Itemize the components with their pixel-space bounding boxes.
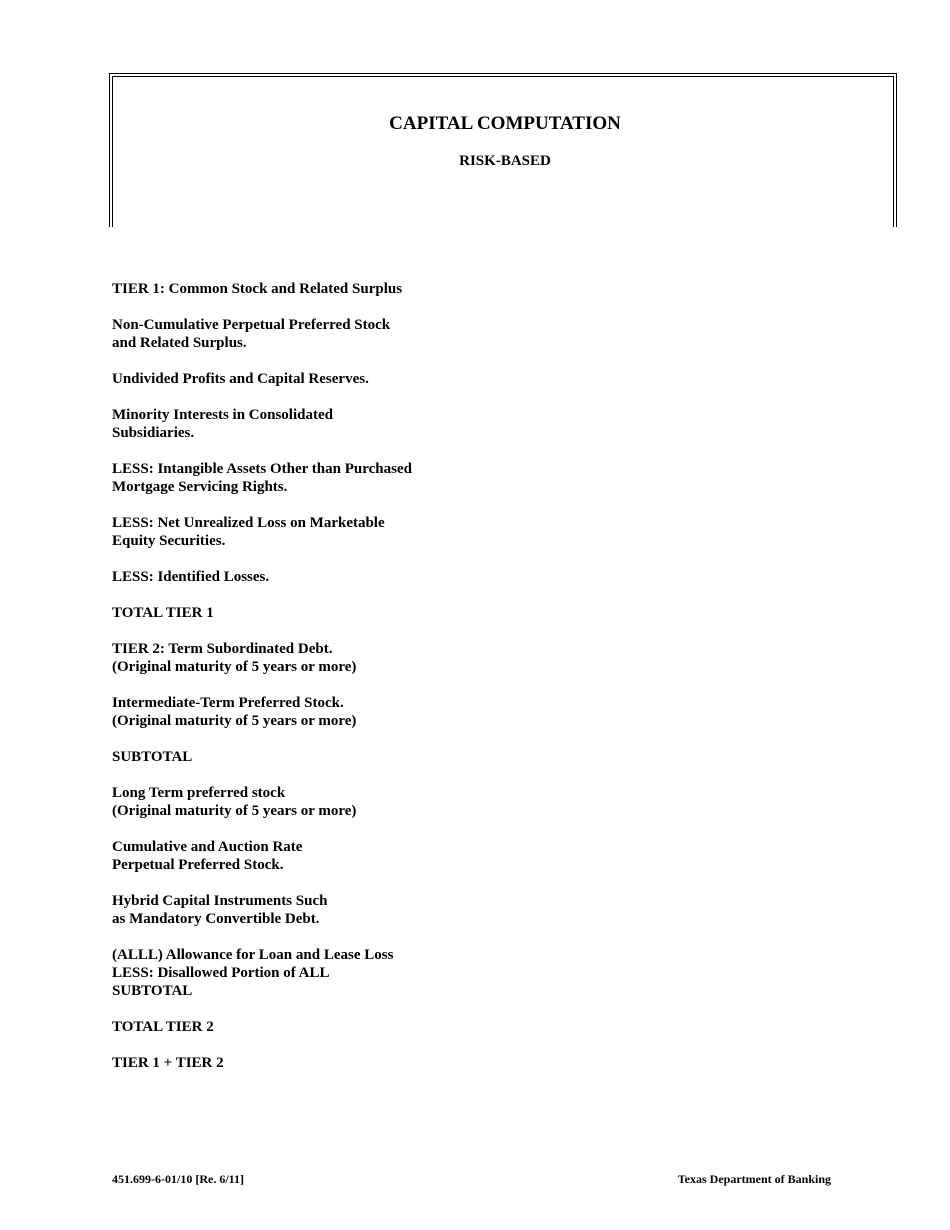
item-cumulative-auction-rate: [112, 838, 512, 874]
item-line: TIER 1: Common Stock and Related Surplus: [112, 281, 403, 297]
page-subtitle: RISK-BASED: [459, 153, 551, 169]
item-line: (Original maturity of 5 years or more): [112, 659, 357, 675]
item-line: Cumulative and Auction Rate: [112, 839, 303, 855]
item-minority-interests: [112, 406, 512, 442]
item-line: SUBTOTAL: [112, 749, 193, 765]
item-line: TOTAL TIER 1: [112, 605, 214, 621]
item-line: (Original maturity of 5 years or more): [112, 713, 357, 729]
item-line: Undivided Profits and Capital Reserves.: [112, 371, 369, 387]
item-less-identified-losses: [112, 568, 512, 586]
item-line: as Mandatory Convertible Debt.: [112, 911, 320, 927]
form-number: 451.699-6-01/10 [Re. 6/11]: [112, 1172, 244, 1186]
item-line: LESS: Identified Losses.: [112, 569, 270, 585]
item-subtotal: [112, 748, 512, 766]
capital-items-list: [112, 280, 512, 1090]
item-line: Hybrid Capital Instruments Such: [112, 893, 328, 909]
item-hybrid-capital: [112, 892, 512, 928]
item-line: (Original maturity of 5 years or more): [112, 803, 357, 819]
item-line: Non-Cumulative Perpetual Preferred Stock: [112, 317, 391, 333]
item-intermediate-preferred: [112, 694, 512, 730]
item-line: and Related Surplus.: [112, 335, 247, 351]
item-line: TOTAL TIER 2: [112, 1019, 214, 1035]
item-line: Subsidiaries.: [112, 425, 195, 441]
item-line: LESS: Disallowed Portion of ALL: [112, 965, 330, 981]
item-line: Long Term preferred stock: [112, 785, 286, 801]
item-total-tier2: [112, 1018, 512, 1036]
item-tier1-common-stock: [112, 280, 512, 298]
item-tier1-plus-tier2: [112, 1054, 512, 1072]
page-title: CAPITAL COMPUTATION: [389, 113, 621, 134]
header-box: [109, 73, 897, 227]
item-tier2-subordinated-debt: [112, 640, 512, 676]
item-line: LESS: Net Unrealized Loss on Marketable: [112, 515, 385, 531]
item-line: Minority Interests in Consolidated: [112, 407, 333, 423]
item-long-term-preferred: [112, 784, 512, 820]
item-line: TIER 2: Term Subordinated Debt.: [112, 641, 333, 657]
item-line: TIER 1 + TIER 2: [112, 1055, 224, 1071]
item-less-intangible-assets: [112, 460, 512, 496]
item-line: Intermediate-Term Preferred Stock.: [112, 695, 344, 711]
item-line: SUBTOTAL: [112, 983, 193, 999]
item-line: LESS: Intangible Assets Other than Purchased: [112, 461, 412, 477]
item-line: Perpetual Preferred Stock.: [112, 857, 284, 873]
item-undivided-profits: [112, 370, 512, 388]
item-alll: [112, 946, 512, 1000]
item-line: Mortgage Servicing Rights.: [112, 479, 288, 495]
item-less-unrealized-loss: [112, 514, 512, 550]
item-noncumulative-preferred: [112, 316, 512, 352]
item-total-tier1: [112, 604, 512, 622]
item-line: Equity Securities.: [112, 533, 226, 549]
item-line: (ALLL) Allowance for Loan and Lease Loss: [112, 947, 394, 963]
agency-name: Texas Department of Banking: [677, 1172, 831, 1186]
